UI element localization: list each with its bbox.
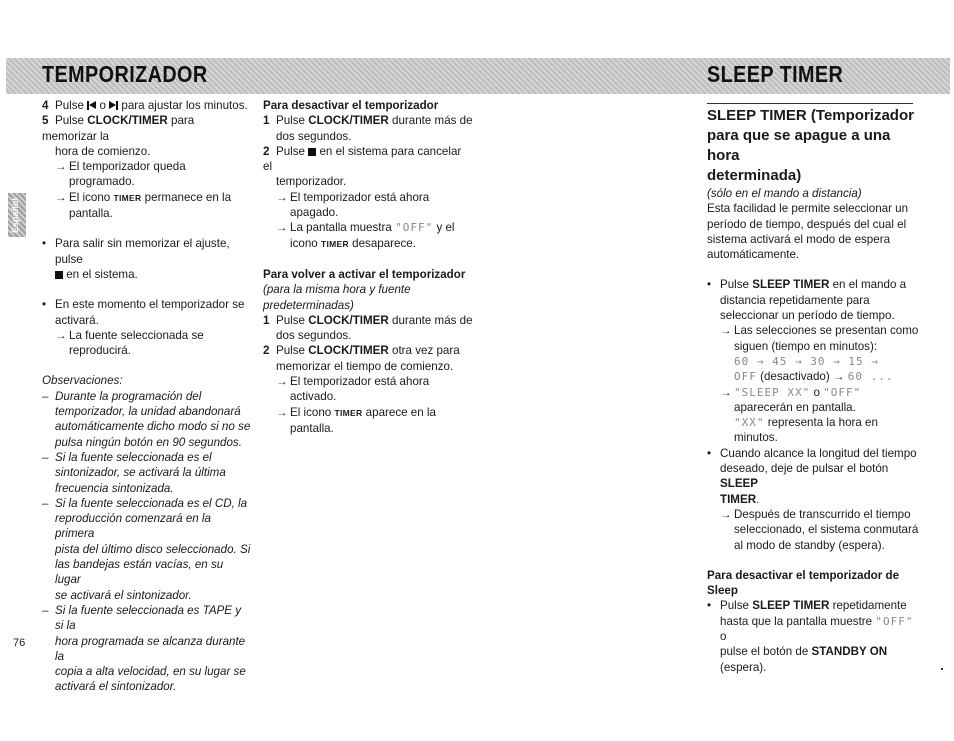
intro-line: período de tiempo, después del cual el [707, 217, 907, 231]
observation-line [42, 588, 252, 603]
reactivate-step-2-line2: memorizar el tiempo de comienzo. [276, 359, 454, 373]
arrow-note-line [707, 538, 922, 553]
bullet-item-line2: activará. [55, 313, 99, 327]
observation-line: – Durante la programación del [42, 389, 202, 403]
arrow-note-line [707, 339, 922, 354]
observation-line: – Si la fuente seleccionada es el [42, 450, 212, 464]
observation-text: reproducción comenzará en la primera [55, 512, 211, 541]
intro-line: automáticamente. [707, 248, 800, 262]
bullet-line: seleccionar un período de tiempo. [720, 309, 895, 323]
sequence-line: 60 → 45 → 30 → 15 → [734, 354, 879, 368]
observation-line [42, 435, 252, 450]
arrow-note-lines [707, 507, 922, 553]
observation-text: hora programada se alcanza durante la [55, 634, 246, 663]
observation-text: Si la fuente seleccionada es el [55, 450, 212, 464]
arrow-note-text: Las selecciones se presentan como [734, 324, 919, 338]
arrow-note-text: al modo de standby (espera). [734, 538, 885, 552]
column-right [707, 106, 922, 675]
arrow-note-line [707, 522, 922, 537]
step-5-line2: hora de comienzo. [55, 144, 151, 158]
sleep-intro [707, 201, 922, 262]
bullet-item: • Para salir sin memorizar el ajuste, pulse [42, 236, 252, 267]
arrow-note-text: Después de transcurrido el tiempo [734, 507, 911, 521]
bullet-item-line2: hasta que la pantalla muestre "OFF" o [720, 614, 914, 644]
observation-text: Si la fuente seleccionada es el CD, la [55, 496, 248, 510]
observation-line [42, 481, 252, 496]
bullet-item-line3: pulse el botón de STANDBY ON [720, 645, 888, 659]
observation-line [42, 542, 252, 557]
observation-line [42, 511, 252, 542]
sleep-heading: SLEEP TIMER (Temporizador [707, 107, 914, 124]
reactivate-heading: Para volver a activar el temporizador [263, 267, 466, 281]
observation-line: – Si la fuente seleccionada es el CD, la [42, 496, 248, 510]
observation-text: automáticamente dicho modo si no se [55, 420, 251, 434]
bullet-item-line4: (espera). [720, 660, 767, 674]
arrow-note-text: siguen (tiempo en minutos): [734, 339, 878, 353]
reactivate-step-2: 2 Pulse CLOCK/TIMER otra vez para [263, 344, 460, 358]
observation-text: copia a alta velocidad, en su lugar se [55, 665, 246, 679]
observation-text: Durante la programación del [55, 389, 202, 403]
intro-line: sistema activará el modo de espera [707, 232, 891, 246]
arrow-note: → El temporizador está ahora apagado. [276, 190, 430, 220]
observation-text: pulsa ningún botón en 90 segundos. [55, 435, 242, 449]
observation-line [42, 634, 252, 665]
arrow-note: → La fuente seleccionada se [55, 328, 204, 342]
stop-icon [55, 271, 63, 279]
observation-line [42, 679, 252, 694]
arrow-note: → El icono TIMER aparece en la pantalla. [276, 405, 436, 435]
observation-text: temporizador, la unidad abandonará [55, 405, 241, 419]
divider [707, 103, 913, 104]
observations-list [42, 389, 252, 695]
language-tab [8, 193, 26, 237]
bullet-item: • Pulse SLEEP TIMER repetidamente [707, 598, 922, 613]
section-title-temporizador: TEMPORIZADOR [42, 61, 208, 87]
sleep-deactivate-heading: Sleep [707, 584, 738, 598]
intro-line: Esta facilidad le permite seleccionar un [707, 202, 909, 216]
arrow-note-line3: "XX" representa la hora en minutos. [734, 416, 878, 445]
observation-text: frecuencia sintonizada. [55, 481, 174, 495]
arrow-note-lines [707, 323, 922, 354]
language-tab-label: Español [10, 197, 20, 233]
sequence-line: OFF (desactivado) → 60 ... [734, 370, 894, 384]
sleep-heading: determinada) [707, 167, 802, 184]
arrow-note: → El temporizador está ahora activado. [276, 375, 430, 404]
arrow-note-line: → Después de transcurrido el tiempo [720, 507, 911, 521]
column-middle [263, 98, 473, 436]
arrow-note-line2: reproducirá. [69, 344, 131, 358]
observation-line [42, 404, 252, 419]
observation-line [42, 419, 252, 434]
section-title-sleep-timer: SLEEP TIMER [707, 61, 844, 87]
reactivate-note: predeterminadas) [263, 298, 354, 312]
observation-text: las bandejas están vacías, en su lugar [55, 558, 224, 587]
deactivate-step-2: 2 Pulse en el sistema para cancelar el [263, 144, 462, 174]
page-number: 76 [13, 637, 26, 649]
arrow-note: → El icono TIMER permanece en la [55, 190, 232, 204]
prev-track-icon [87, 101, 96, 110]
observation-line: – Si la fuente seleccionada es TAPE y si la [42, 603, 242, 633]
column-left [42, 98, 252, 695]
sleep-subtitle: (sólo en el mando a distancia) [707, 187, 862, 200]
step-5: 5 Pulse CLOCK/TIMER para memorizar la [42, 114, 195, 143]
arrow-note-line: → Las selecciones se presentan como [720, 324, 919, 338]
arrow-note: → La pantalla muestra "OFF" y el [276, 221, 455, 235]
page-mark [941, 668, 943, 670]
observation-text: Si la fuente seleccionada es TAPE y si la [55, 603, 242, 633]
reactivate-step-1: 1 Pulse CLOCK/TIMER durante más de [263, 313, 473, 327]
observation-text: sintonizador, se activará la última [55, 466, 226, 480]
arrow-note-line2: aparecerán en pantalla. [734, 400, 856, 414]
arrow-note-text: seleccionado, el sistema conmutará [734, 523, 919, 537]
observation-line [42, 465, 252, 480]
observation-line [42, 557, 252, 588]
bullet-item-lines [707, 293, 922, 324]
next-track-icon [109, 101, 118, 110]
deactivate-step-1-line2: dos segundos. [276, 129, 352, 143]
bullet-line: distancia repetidamente para [720, 293, 870, 307]
observations-title: Observaciones: [42, 374, 123, 388]
sleep-heading: para que se apague a una hora [707, 127, 891, 164]
deactivate-heading: Para desactivar el temporizador [263, 99, 439, 112]
observation-text: activará el sintonizador. [55, 680, 177, 694]
reactivate-step-1-line2: dos segundos. [276, 329, 352, 343]
deactivate-step-2-line2: temporizador. [276, 175, 347, 189]
bullet-item: • En este momento el temporizador se [42, 297, 252, 312]
bullet-item: • Cuando alcance la longitud del tiempo [707, 446, 922, 461]
observation-line [42, 664, 252, 679]
bullet-item: • Pulse SLEEP TIMER en el mando a [707, 277, 922, 292]
arrow-note: → El temporizador queda programado. [55, 160, 186, 189]
sleep-deactivate-heading: Para desactivar el temporizador de [707, 568, 900, 582]
bullet-item-line2: deseado, deje de pulsar el botón SLEEP [720, 462, 889, 491]
observation-text: se activará el sintonizador. [55, 588, 192, 602]
arrow-note-line2: pantalla. [69, 207, 113, 221]
bullet-item-line3: TIMER. [720, 492, 760, 506]
reactivate-note: (para la misma hora y fuente [263, 283, 411, 297]
deactivate-step-1: 1 Pulse CLOCK/TIMER durante más de [263, 114, 473, 128]
arrow-note-line2: icono TIMER desaparece. [290, 236, 416, 250]
bullet-item-line2: en el sistema. [42, 267, 252, 282]
stop-icon [308, 148, 316, 156]
arrow-note: → "SLEEP XX" o "OFF" [720, 385, 862, 399]
step-4: 4 Pulse o para ajustar los minutos. [42, 99, 248, 112]
observation-text: pista del último disco seleccionado. Si [55, 542, 251, 556]
